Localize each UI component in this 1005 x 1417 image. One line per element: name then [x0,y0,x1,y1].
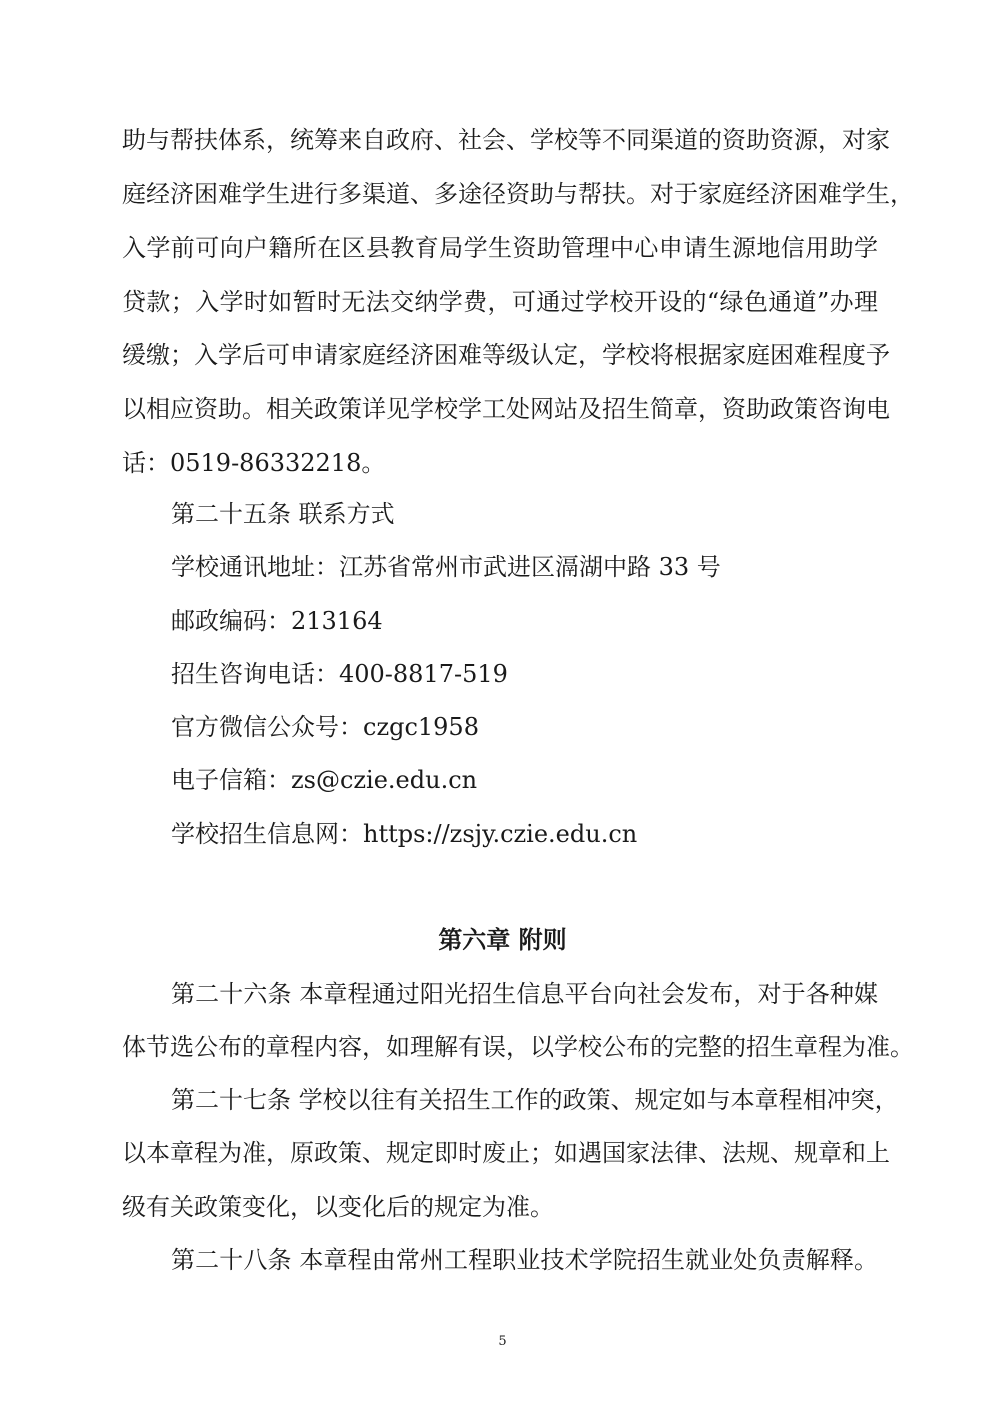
paragraph-line: 以相应资助。相关政策详见学校学工处网站及招生简章，资助政策咨询电 [122,395,890,423]
article-25-title: 第二十五条 联系方式 [171,500,395,528]
contact-wechat: 官方微信公众号：czgc1958 [171,713,479,741]
contact-email: 电子信箱：zs@czie.edu.cn [171,766,478,794]
contact-website: 学校招生信息网：https://zsjy.czie.edu.cn [171,820,638,848]
article-27-line: 第二十七条 学校以往有关招生工作的政策、规定如与本章程相冲突， [171,1086,899,1114]
article-26-line: 体节选公布的章程内容，如理解有误，以学校公布的完整的招生章程为准。 [122,1033,914,1061]
article-27-line: 级有关政策变化，以变化后的规定为准。 [122,1193,554,1221]
page-number: 5 [498,1334,507,1349]
contact-phone: 招生咨询电话：400-8817-519 [171,660,508,688]
contact-address: 学校通讯地址：江苏省常州市武进区滆湖中路 33 号 [171,553,721,581]
paragraph-line: 入学前可向户籍所在区县教育局学生资助管理中心申请生源地信用助学 [122,234,878,262]
paragraph-line: 助与帮扶体系，统筹来自政府、社会、学校等不同渠道的资助资源，对家 [122,126,890,154]
article-28-line: 第二十八条 本章程由常州工程职业技术学院招生就业处负责解释。 [171,1246,878,1274]
contact-postcode: 邮政编码：213164 [171,607,383,635]
article-27-line: 以本章程为准，原政策、规定即时废止；如遇国家法律、法规、规章和上 [122,1139,890,1167]
paragraph-line: 庭经济困难学生进行多渠道、多途径资助与帮扶。对于家庭经济困难学生， [122,180,914,208]
article-26-line: 第二十六条 本章程通过阳光招生信息平台向社会发布，对于各种媒 [171,980,878,1008]
paragraph-line: 贷款；入学时如暂时无法交纳学费，可通过学校开设的“绿色通道”办理 [122,288,878,316]
chapter-heading: 第六章 附则 [438,926,567,954]
paragraph-line: 话：0519-86332218。 [122,449,386,477]
paragraph-line: 缓缴；入学后可申请家庭经济困难等级认定，学校将根据家庭困难程度予 [122,341,890,369]
